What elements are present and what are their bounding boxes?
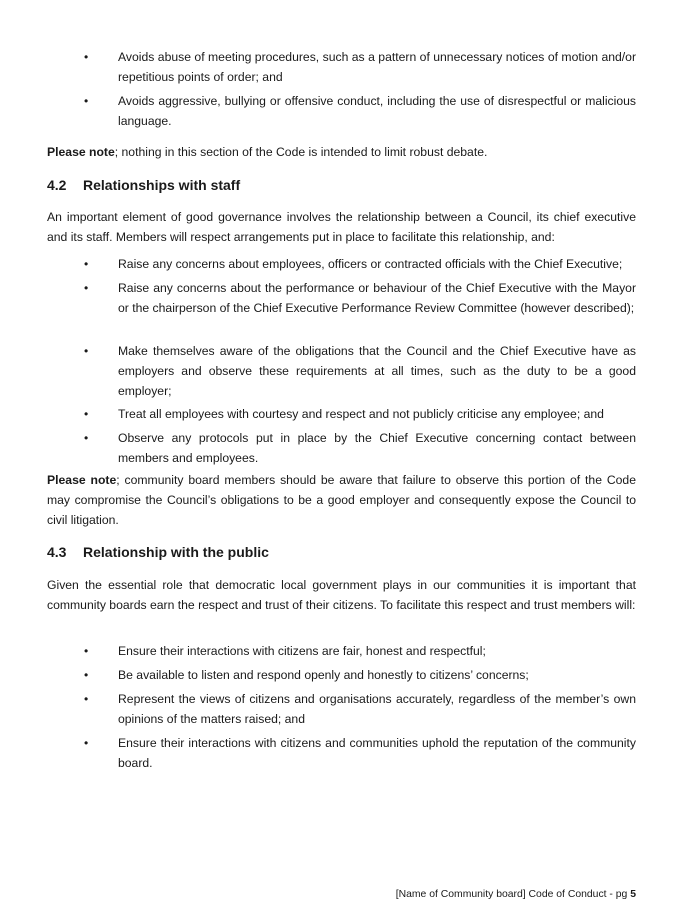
list-item <box>84 689 636 729</box>
bullet-icon: • <box>84 281 89 295</box>
bullet-text: Be available to listen and respond openly and honestly to citizens’ concerns; <box>118 668 529 682</box>
list-item <box>84 641 636 661</box>
list-item <box>84 428 636 468</box>
note-text: ; community board members should be aware that failure to observe this portion of the Code may compromise the Council’s obligations to be a good employer and consequently expose the Council to civil litigation. <box>47 473 636 528</box>
bullet-text: Treat all employees with courtesy and respect and not publicly criticise any employee; and <box>118 407 604 421</box>
bullet-text: Avoids aggressive, bullying or offensive conduct, including the use of disrespectful or malicious language. <box>118 94 636 129</box>
bullet-icon: • <box>84 736 89 750</box>
list-item <box>84 254 636 274</box>
note-label: Please note <box>47 145 115 159</box>
bullet-text: Ensure their interactions with citizens are fair, honest and respectful; <box>118 644 486 658</box>
bullet-icon: • <box>84 344 89 358</box>
bullet-text: Make themselves aware of the obligations that the Council and the Chief Executive have as employers and observe these requirements at all times, such as the duty to be a good employer; <box>118 344 636 399</box>
page-footer <box>396 888 636 902</box>
list-item <box>84 47 636 87</box>
bullet-text: Raise any concerns about employees, officers or contracted officials with the Chief Executive; <box>118 257 623 271</box>
list-item <box>84 91 636 131</box>
list-item <box>84 278 636 318</box>
note-text: ; nothing in this section of the Code is intended to limit robust debate. <box>114 145 488 159</box>
bullet-text: Ensure their interactions with citizens and communities uphold the reputation of the community board. <box>118 736 636 771</box>
note-paragraph <box>47 142 636 162</box>
list-item <box>84 404 636 424</box>
list-item <box>84 733 636 773</box>
bullet-icon: • <box>84 644 89 658</box>
section-intro: Given the essential role that democratic local government plays in our communities it is important that community boards earn the respect and trust of their citizens. To facilitate this respect and trust members will: <box>47 578 636 613</box>
list-item <box>84 341 636 402</box>
section-title: Relationship with the public <box>83 544 269 560</box>
bullet-icon: • <box>84 431 89 445</box>
section-number: 4.2 <box>47 177 67 193</box>
bullet-text: Avoids abuse of meeting procedures, such as a pattern of unnecessary notices of motion and/or repetitious points of order; and <box>118 50 636 85</box>
section-heading-4-3 <box>47 542 269 562</box>
bullet-icon: • <box>84 407 89 421</box>
bullet-icon: • <box>84 94 89 108</box>
bullet-icon: • <box>84 668 89 682</box>
note-paragraph <box>47 470 636 531</box>
bullet-icon: • <box>84 692 89 706</box>
bullet-text: Raise any concerns about the performance or behaviour of the Chief Executive with the Mayor or the chairperson of the Chief Executive Performance Review Committee (however described); <box>118 281 636 316</box>
bullet-text: Represent the views of citizens and organisations accurately, regardless of the member’s own opinions of the matters raised; and <box>118 692 636 727</box>
section-heading-4-2 <box>47 175 240 195</box>
bullet-text: Observe any protocols put in place by the Chief Executive concerning contact between members and employees. <box>118 431 636 466</box>
bullet-icon: • <box>84 50 89 64</box>
section-intro: An important element of good governance involves the relationship between a Council, its chief executive and its staff. Members will respect arrangements put in place to facilitate this relationship, and: <box>47 210 636 245</box>
section-title: Relationships with staff <box>83 177 241 193</box>
list-item <box>84 665 636 685</box>
note-label: Please note <box>47 473 117 487</box>
section-number: 4.3 <box>47 544 67 560</box>
page-number: 5 <box>630 889 636 900</box>
bullet-icon: • <box>84 257 89 271</box>
footer-text: [Name of Community board] Code of Conduct - pg <box>395 889 631 900</box>
